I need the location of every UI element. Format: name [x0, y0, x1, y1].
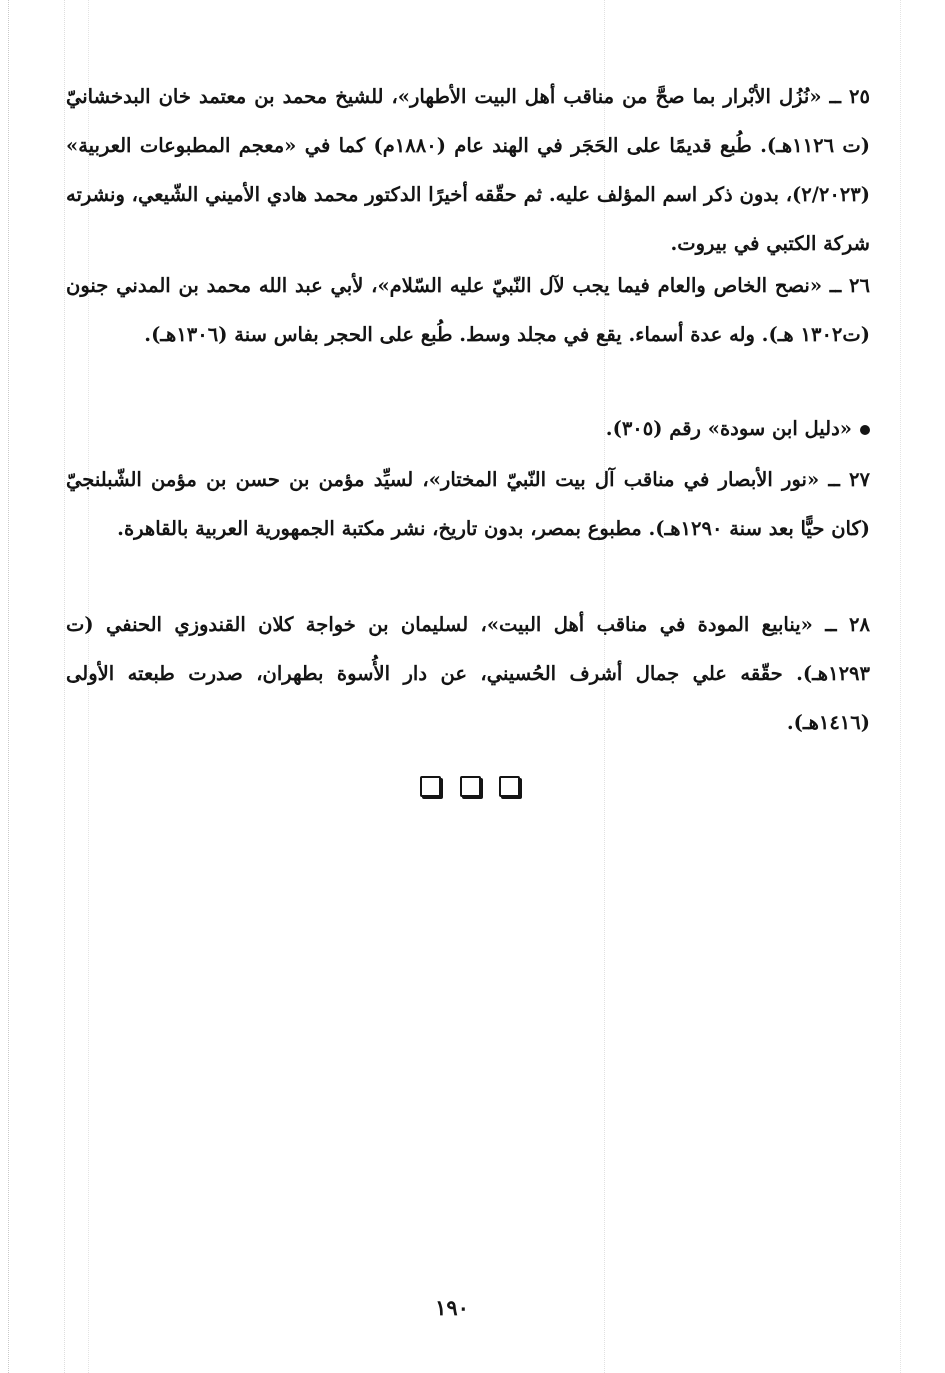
scan-artifact-line	[8, 0, 9, 1373]
square-ornament-icon	[499, 776, 520, 797]
scan-artifact-line	[900, 0, 901, 1373]
entry-28-paragraph: ٢٨ ــ «ينابيع المودة في مناقب أهل البيت»، لسليمان بن خواجة كلان القندوزي الحنفي (ت ١٢٩٣هـ). حقّقه علي جمال أشرف الحُسيني، عن دار الأُسوة بطهران، صدرت طبعته الأولى (١٤١٦هـ).	[66, 613, 870, 734]
entry-27-paragraph: ٢٧ ــ «نور الأبصار في مناقب آل بيت النّبيّ المختار»، لسيِّد مؤمن بن حسن بن مؤمن الشّبلنجيّ (كان حيًّا بعد سنة ١٢٩٠هـ). مطبوع بمصر، بدون تاريخ، نشر مكتبة الجمهورية العربية بالقاهرة.	[66, 468, 870, 540]
section-end-ornament	[420, 776, 520, 798]
square-ornament-icon	[420, 776, 441, 797]
scan-artifact-line	[64, 0, 65, 1373]
reference-note-text: «دليل ابن سودة» رقم (٣٠٥).	[605, 417, 852, 440]
entry-26-reference-note	[66, 404, 870, 453]
square-ornament-icon	[460, 776, 481, 797]
entry-25-paragraph: ٢٥ ــ «نُزُل الأبْرار بما صحَّ من مناقب أهل البيت الأطهار»، للشيخ محمد بن معتمد خان البدخشانيّ (ت ١١٢٦هـ). طُبع قديمًا على الحَجَر في الهند عام (١٨٨٠م) كما في «معجم المطبوعات العربية» (٢/٢٠٢٣)، بدون ذكر اسم المؤلف عليه. ثم حقّقه أخيرًا الدكتور محمد هادي الأميني الشّيعي، ونشرته شركة الكتبي في بيروت.	[66, 85, 871, 255]
page-number: ١٩٠	[435, 1295, 469, 1320]
entry-26-paragraph: ٢٦ ــ «نصح الخاص والعام فيما يجب لآل النّبيّ عليه السّلام»، لأبي عبد الله محمد بن المدني جنون (ت١٣٠٢ هـ). وله عدة أسماء. يقع في مجلد وسط. طُبع على الحجر بفاس سنة (١٣٠٦هـ).	[66, 274, 870, 346]
bullet-icon	[860, 425, 870, 435]
